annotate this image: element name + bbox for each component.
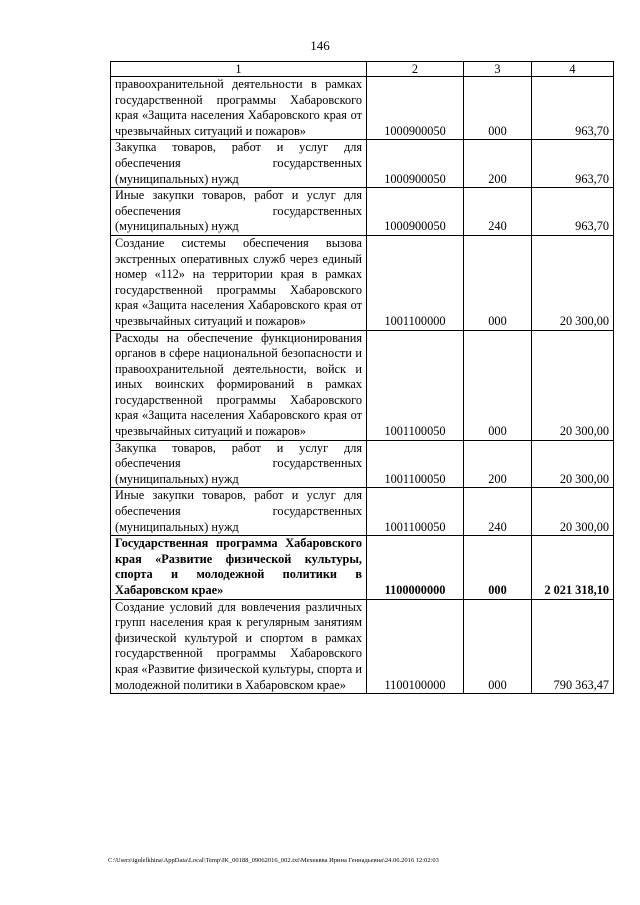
row-csr-cell: 1001100050 <box>367 488 464 536</box>
budget-table <box>110 61 614 694</box>
row-vr-cell: 200 <box>464 440 532 488</box>
page-number: 146 <box>310 38 330 53</box>
row-sum-cell: 963,70 <box>532 188 614 236</box>
row-name-cell: Закупка товаров, работ и услуг для обеспечения государственных (муниципальных) нужд <box>111 140 367 188</box>
row-sum-cell: 2 021 318,10 <box>532 536 614 599</box>
row-csr-cell: 1000900050 <box>367 140 464 188</box>
row-vr-cell: 000 <box>464 536 532 599</box>
row-vr-cell: 000 <box>464 77 532 140</box>
row-vr-cell: 000 <box>464 599 532 694</box>
table-row <box>111 77 614 140</box>
row-csr-cell: 1001100050 <box>367 440 464 488</box>
table-row <box>111 440 614 488</box>
row-sum-cell: 20 300,00 <box>532 488 614 536</box>
row-name-cell: Иные закупки товаров, работ и услуг для обеспечения государственных (муниципальных) нужд <box>111 188 367 236</box>
table-row <box>111 599 614 694</box>
row-sum-cell: 790 363,47 <box>532 599 614 694</box>
row-vr-cell: 000 <box>464 235 532 330</box>
row-name-cell: правоохранительной деятельности в рамках государственной программы Хабаровского края «Защита населения Хабаровского края от чрезвычайных ситуаций и пожаров» <box>111 77 367 140</box>
header-col-2: 2 <box>367 62 464 77</box>
row-name-cell: Государственная программа Хабаровского края «Развитие физической культуры, спорта и молодежной политики в Хабаровском крае» <box>111 536 367 599</box>
row-vr-cell: 200 <box>464 140 532 188</box>
row-name-cell: Создание системы обеспечения вызова экстренных оперативных служб через единый номер «112» на территории края в рамках государственной программы Хабаровского края «Защита населения Хабаровского края от чрезвычайных ситуаций и пожаров» <box>111 235 367 330</box>
header-row <box>111 62 614 77</box>
row-name-cell: Создание условий для вовлечения различных групп населения края к регулярным занятиям физической культурой и спортом в рамках государственной программы Хабаровского края «Развитие физической культуры, спорта и молодежной политики в Хабаровском крае» <box>111 599 367 694</box>
row-sum-cell: 963,70 <box>532 77 614 140</box>
row-csr-cell: 1000900050 <box>367 77 464 140</box>
table-row <box>111 488 614 536</box>
row-name-cell: Расходы на обеспечение функционирования органов в сфере национальной безопасности и правоохранительной деятельности, войск и иных воинских формирований в рамках государственной программы Хабаровского края «Защита населения Хабаровского края от чрезвычайных ситуаций и пожаров» <box>111 330 367 440</box>
row-vr-cell: 000 <box>464 330 532 440</box>
file-path-footer: C:\Users\igulelkhina\AppData\Local\Temp\IK_00188_09062016_002.txt\Мехеквва Ирина Геннадьевна\24.06.2016 12:02:03 <box>108 857 439 864</box>
row-sum-cell: 20 300,00 <box>532 330 614 440</box>
table-row <box>111 140 614 188</box>
row-csr-cell: 1001100050 <box>367 330 464 440</box>
row-vr-cell: 240 <box>464 488 532 536</box>
row-csr-cell: 1100000000 <box>367 536 464 599</box>
row-name-cell: Закупка товаров, работ и услуг для обеспечения государственных (муниципальных) нужд <box>111 440 367 488</box>
row-sum-cell: 20 300,00 <box>532 440 614 488</box>
row-csr-cell: 1000900050 <box>367 188 464 236</box>
row-name-cell: Иные закупки товаров, работ и услуг для обеспечения государственных (муниципальных) нужд <box>111 488 367 536</box>
header-col-4: 4 <box>532 62 614 77</box>
row-sum-cell: 20 300,00 <box>532 235 614 330</box>
row-csr-cell: 1001100000 <box>367 235 464 330</box>
row-csr-cell: 1100100000 <box>367 599 464 694</box>
table-row <box>111 536 614 599</box>
row-sum-cell: 963,70 <box>532 140 614 188</box>
header-col-3: 3 <box>464 62 532 77</box>
header-col-1: 1 <box>111 62 367 77</box>
table-row <box>111 235 614 330</box>
row-vr-cell: 240 <box>464 188 532 236</box>
table-row <box>111 330 614 440</box>
table-row <box>111 188 614 236</box>
